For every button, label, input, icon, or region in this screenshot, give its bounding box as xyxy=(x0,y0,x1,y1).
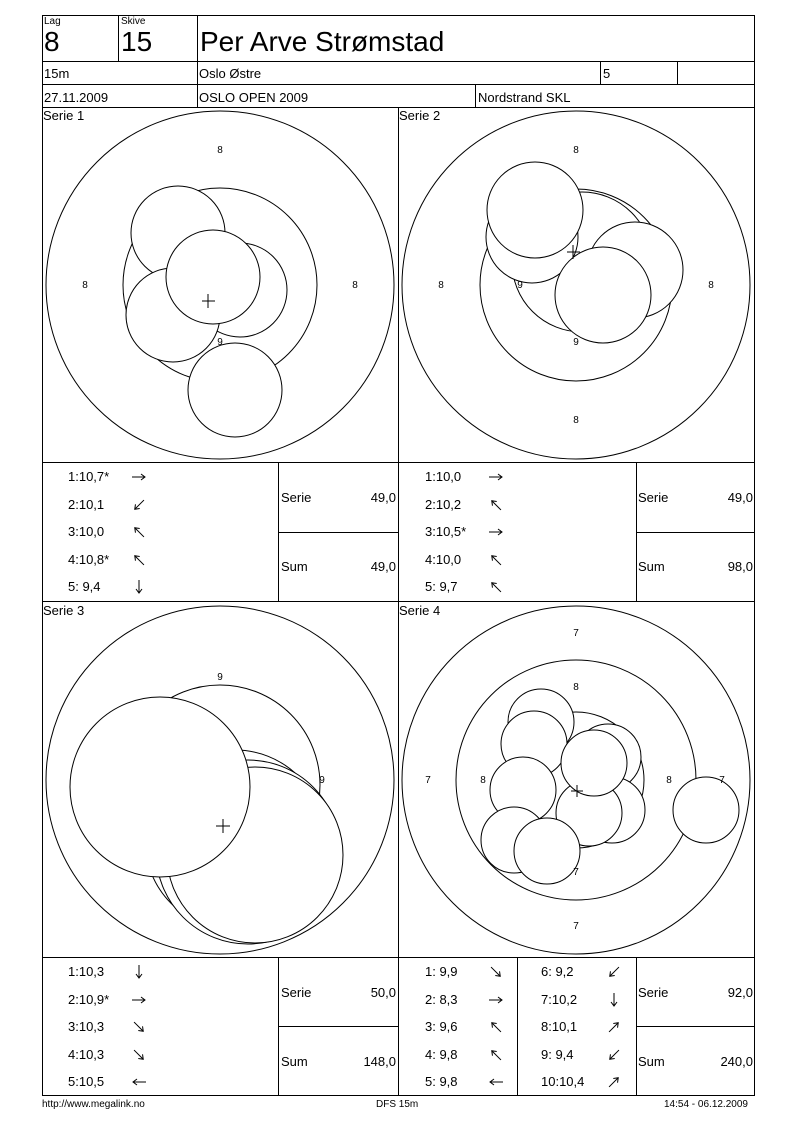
ring-label: 7 xyxy=(573,867,579,878)
shot-direction-arrow-icon xyxy=(130,1073,148,1091)
footer-center: DFS 15m xyxy=(376,1099,419,1110)
target-serie-4 xyxy=(402,606,750,954)
shot-direction-arrow-icon xyxy=(487,1073,505,1091)
ring-label: 9 xyxy=(319,775,325,786)
shot-direction-arrow-icon xyxy=(605,1073,623,1091)
shot-value: 2:10,2 xyxy=(425,496,462,512)
serie-1-sum-label: Sum xyxy=(281,559,308,574)
shot-value: 5: 9,8 xyxy=(425,1074,458,1089)
serie-2-serie-total: 49,0 xyxy=(727,490,753,505)
serie-3-sum-total: 148,0 xyxy=(363,1054,396,1069)
serie-4-sum-total: 240,0 xyxy=(720,1054,753,1069)
shot-value: 10:10,4 xyxy=(541,1074,585,1089)
shot-direction-arrow-icon xyxy=(130,551,148,569)
ring-label: 8 xyxy=(217,145,223,156)
serie-2-label: Serie 2 xyxy=(399,108,441,123)
shot-direction-arrow-icon xyxy=(605,1018,623,1036)
shot-value: 9: 9,4 xyxy=(541,1046,574,1062)
shot-direction-arrow-icon xyxy=(487,551,505,569)
shot-value: 4: 9,8 xyxy=(425,1046,458,1062)
serie-3-sum-label: Sum xyxy=(281,1054,308,1069)
serie-4-serie-total: 92,0 xyxy=(727,985,753,1000)
shot-direction-arrow-icon xyxy=(130,496,148,514)
shot-direction-arrow-icon xyxy=(605,991,623,1009)
shot-direction-arrow-icon xyxy=(487,496,505,514)
shot-value: 1: 9,9 xyxy=(425,964,458,979)
shot-direction-arrow-icon xyxy=(130,963,148,981)
ring-label: 8 xyxy=(666,775,672,786)
shot-value: 5:10,5 xyxy=(68,1074,105,1089)
shot-value: 3: 9,6 xyxy=(425,1019,458,1034)
ring-label: 7 xyxy=(573,921,579,932)
serie-3-label: Serie 3 xyxy=(43,603,85,618)
ring-label: 8 xyxy=(708,280,714,291)
ring-label: 8 xyxy=(352,280,358,291)
ring-label: 7 xyxy=(425,775,431,786)
skive-value: 15 xyxy=(121,26,153,57)
shot-direction-arrow-icon xyxy=(130,1046,148,1064)
shot-value: 5: 9,7 xyxy=(425,579,458,594)
serie-1-label: Serie 1 xyxy=(43,108,85,123)
ring-label: 9 xyxy=(573,337,579,348)
shot-value: 7:10,2 xyxy=(541,991,578,1007)
shot-direction-arrow-icon xyxy=(130,991,148,1009)
shot-value: 5: 9,4 xyxy=(68,579,101,594)
shot-value: 2:10,1 xyxy=(68,496,105,512)
ring-label: 8 xyxy=(82,280,88,291)
ring-label: 8 xyxy=(438,280,444,291)
shot-value: 2:10,9* xyxy=(68,991,110,1007)
shot-value: 2: 8,3 xyxy=(425,991,458,1007)
shot-value: 8:10,1 xyxy=(541,1019,578,1034)
club: Oslo Østre xyxy=(199,66,262,81)
ring-label: 9 xyxy=(517,280,523,291)
date: 27.11.2009 xyxy=(44,90,109,105)
shot-direction-arrow-icon xyxy=(487,1046,505,1064)
ring-label: 8 xyxy=(573,415,579,426)
skive-label: Skive xyxy=(121,16,146,27)
lag-value: 8 xyxy=(44,26,60,57)
shooter-name: Per Arve Strømstad xyxy=(200,26,445,57)
shot-value: 1:10,3 xyxy=(68,964,105,979)
shot-value: 4:10,8* xyxy=(68,551,110,567)
shot-direction-arrow-icon xyxy=(487,1018,505,1036)
ring-label: 8 xyxy=(573,682,579,693)
serie-1-serie-total: 49,0 xyxy=(370,490,396,505)
shot-value: 1:10,0 xyxy=(425,469,462,484)
serie-2-sum-label: Sum xyxy=(638,559,665,574)
event: OSLO OPEN 2009 xyxy=(199,90,309,105)
target-serie-1 xyxy=(46,111,394,459)
serie-3-serie-total: 50,0 xyxy=(370,985,396,1000)
shot-value: 3:10,0 xyxy=(68,524,105,539)
serie-3-serie-label: Serie xyxy=(281,985,312,1000)
shot-direction-arrow-icon xyxy=(487,578,505,596)
lag-label: Lag xyxy=(44,16,61,27)
shot-value: 1:10,7* xyxy=(68,469,110,484)
serie-1-sum-total: 49,0 xyxy=(370,559,396,574)
ring-label: 9 xyxy=(217,337,223,348)
serie-1-serie-label: Serie xyxy=(281,490,312,505)
ring-label: 8 xyxy=(573,145,579,156)
shot-value: 4:10,0 xyxy=(425,551,462,567)
target-serie-3 xyxy=(46,606,394,954)
serie-4-sum-label: Sum xyxy=(638,1054,665,1069)
shot-value: 6: 9,2 xyxy=(541,964,574,979)
shot-value: 3:10,5* xyxy=(425,524,467,539)
distance: 15m xyxy=(44,66,70,81)
shot-direction-arrow-icon xyxy=(487,991,505,1009)
serie-4-label: Serie 4 xyxy=(399,603,441,618)
footer-url[interactable]: http://www.megalink.no xyxy=(42,1099,145,1110)
shot-direction-arrow-icon xyxy=(487,468,505,486)
shot-value: 4:10,3 xyxy=(68,1046,105,1062)
ring-label: 7 xyxy=(719,775,725,786)
shot-direction-arrow-icon xyxy=(130,523,148,541)
shot-direction-arrow-icon xyxy=(605,963,623,981)
shot-value: 3:10,3 xyxy=(68,1019,105,1034)
class: 5 xyxy=(603,66,611,81)
serie-4-serie-label: Serie xyxy=(638,985,669,1000)
footer-timestamp: 14:54 - 06.12.2009 xyxy=(664,1099,748,1110)
serie-2-serie-label: Serie xyxy=(638,490,669,505)
target-serie-2 xyxy=(402,111,750,459)
shot-direction-arrow-icon xyxy=(487,963,505,981)
ring-label: 7 xyxy=(573,628,579,639)
host: Nordstrand SKL xyxy=(478,90,571,105)
shot-direction-arrow-icon xyxy=(130,578,148,596)
shot-direction-arrow-icon xyxy=(605,1046,623,1064)
ring-label: 9 xyxy=(217,672,223,683)
shot-direction-arrow-icon xyxy=(487,523,505,541)
shot-direction-arrow-icon xyxy=(130,1018,148,1036)
serie-2-sum-total: 98,0 xyxy=(727,559,753,574)
shot-direction-arrow-icon xyxy=(130,468,148,486)
ring-label: 8 xyxy=(480,775,486,786)
